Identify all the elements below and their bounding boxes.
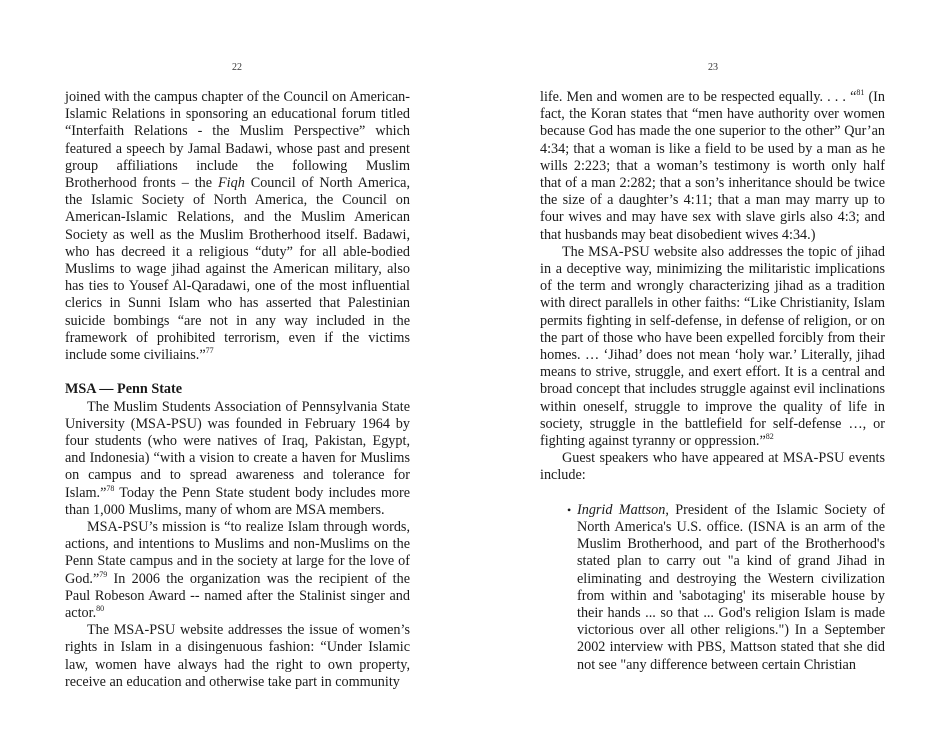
paragraph: [65, 399, 410, 519]
page-number: 22: [232, 62, 242, 73]
paragraph: The MSA-PSU website addresses the issue of women’s rights in Islam in a disingenuous fashion: “Under Islamic law, women have always had the right to own property, receive an education and otherwise take part in community: [65, 622, 410, 690]
text-column: [540, 89, 885, 674]
page-number: 23: [708, 62, 718, 73]
paragraph-gap: [65, 364, 410, 381]
footnote-ref: 77: [205, 346, 214, 356]
paragraph-text: MSA-PSU’s mission is “to realize Islam through words, actions, and intentions to Muslims and non-Muslims on the Penn State campus and in the society at large for the love of God.”: [65, 519, 410, 587]
paragraph: [540, 89, 885, 244]
paragraph: [540, 244, 885, 450]
footnote-ref: 80: [96, 604, 105, 614]
italic-term: Fiqh: [218, 175, 245, 192]
paragraph-text: In 2006 the organization was the recipient of the Paul Robeson Award -- named after the Stalinist singer and actor.: [65, 570, 410, 622]
text-column: [65, 89, 410, 691]
footnote-ref: 79: [99, 569, 108, 579]
list-item: [540, 502, 885, 674]
section-heading: MSA — Penn State: [65, 381, 183, 398]
paragraph: Guest speakers who have appeared at MSA-PSU events include:: [540, 450, 885, 484]
paragraph: [65, 89, 410, 364]
right-page: [475, 0, 950, 735]
list-item-text: , President of the Islamic Society of North America's U.S. office. (ISNA is an arm of the Muslim Brotherhood, and part of the Brotherhood's stated plan to carry out "a kind of grand Jihad in eliminating and destroying the Western civilization from within and 'sabotaging' its miserable house by their hands ... so that ... God's religion Islam is made victorious over all other religions.") In a September 2002 interview with PBS, Mattson stated that she did not see "any difference between certain Christian: [577, 501, 885, 673]
paragraph-text: Today the Penn State student body includes more than 1,000 Muslims, many of whom are MSA members.: [65, 484, 410, 518]
bullet-marker: •: [567, 502, 572, 517]
paragraph-text: joined with the campus chapter of the Council on American-Islamic Relations in sponsoring an educational forum titled “Interfaith Relations - the Muslim Perspective” which featured a speech by Jamal Badawi, whose past and present group affiliations include the following Muslim Brotherhood fronts – the: [65, 89, 410, 192]
footnote-ref: 82: [765, 432, 774, 442]
paragraph-text: life. Men and women are to be respected equally. . . . “: [540, 89, 857, 105]
paragraph-text: The Muslim Students Association of Pennsylvania State University (MSA-PSU) was founded in February 1964 by four students (who were natives of Iraq, Pakistan, Egypt, and Indonesia) “with a vision to create a haven for Muslims on campus and to spread awareness and tolerance for Islam.”: [65, 398, 410, 501]
footnote-ref: 78: [106, 483, 115, 493]
paragraph-text: The MSA-PSU website also addresses the topic of jihad in a deceptive way, minimizing the militaristic implications of the term and wrongly characterizing jihad as a tradition with direct parallels in other faiths: “Like Christianity, Islam permits fighting in self-defense, in defense of religion, or on the part of those who have been expelled forcibly from their homes. … ‘Jihad’ does not mean ‘holy war.’ Literally, jihad means to strive, struggle, and exert effort. It is a central and broad concept that includes struggle against evil inclinations within oneself, struggle to improve the quality of life in society, struggle in the battlefield for self-defense …, or fighting against tyranny or oppression.”: [540, 243, 885, 450]
paragraph-text: (In fact, the Koran states that “men have authority over women because God has made the one superior to the other” Qur’an 4:34; that a woman is like a field to be used by a man as he wills 2:223; that a woman’s testimony is worth only half that of a man 2:282; that a son’s inheritance should be twice the size of a daughter’s 4:11; that a man may marry up to four wives and may have sex with slave girls also 4:3; and that husbands may beat disobedient wives 4:34.): [540, 89, 886, 243]
paragraph-text: Council of North America, the Islamic Society of North America, the Council on American-Islamic Relations, and the Muslim American Society as well as the Muslim Brotherhood itself. Badawi, who has decreed it a religious “duty” for all able-bodied Muslims to wage jihad against the American military, also has ties to Yousef Al-Qaradawi, one of the most influential clerics in Sunni Islam who has asserted that Palestinian suicide bombings “are not in any way included in the framework of prohibited terrorism, even if the victims include some civiliains.”: [65, 175, 410, 364]
footnote-ref: 81: [856, 88, 865, 97]
paragraph: [65, 519, 410, 622]
speaker-name: Ingrid Mattson: [577, 501, 666, 518]
speaker-list: [540, 502, 885, 674]
